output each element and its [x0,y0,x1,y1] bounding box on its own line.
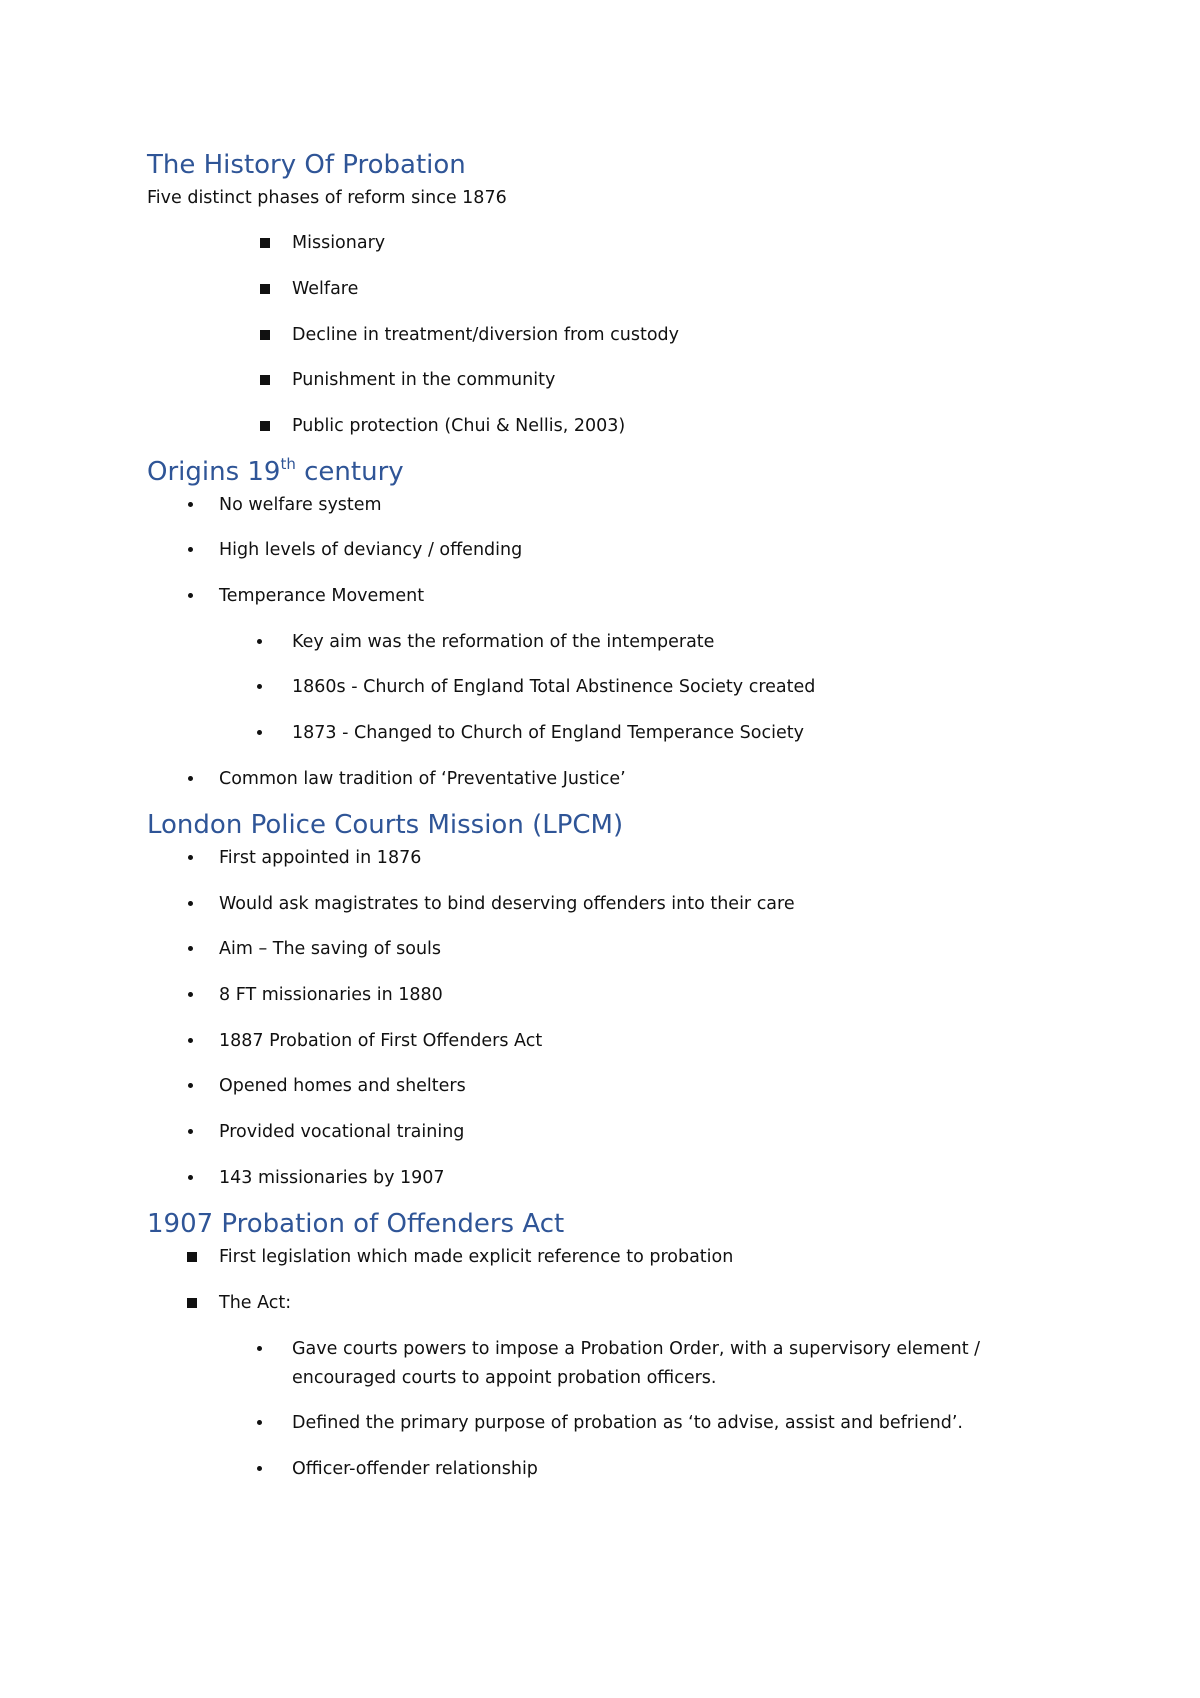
document-page: The History Of Probation Five distinct phases of reform since 1876 Missionary Welfare Decline in treatment/diversion from custody Punishment in the community Public protection (Chui & Nellis, 2003) Origins 19th century No welfare system High levels of deviancy / offending Temperance Movement Key aim was the reformation of the intemperate 1860s - Church of England Total Abstinence Society created 1873 - Changed to Church of England Temperance Society Common law tradition of ‘Preventative Justice’ London Police Courts Mission (LPCM) First appointed in 1876 Would ask magistrates to bind deserving offenders into their care Aim – The saving of souls 8 FT missionaries in 1880 1887 Probation of First Offenders Act Opened homes and shelters Provided vocational training 143 missionaries by 1907 1907 Probation of Offenders Act First legislation which made explicit reference to probation The Act: Gave courts powers to impose a Probation Order, with a supervisory element / encouraged courts to appoint probation officers. Defined the primary purpose of probation as ‘to advise, assist and befriend’. Officer-offender relationship [147,150,981,1479]
square-bullet-icon [260,330,270,340]
bullet-dot-icon [257,1346,262,1351]
bullet-dot-icon [188,855,193,860]
square-bullet-icon [260,238,270,248]
bullet-dot-icon [188,776,193,781]
bullet-dot-icon [188,593,193,598]
bullet-dot-icon [188,1038,193,1043]
square-bullet-icon [187,1252,197,1262]
section-heading: 1907 Probation of Offenders Act [147,1209,565,1239]
bullet-dot-icon [257,1420,262,1425]
section-heading: Origins 19th century [147,455,404,487]
bullet-dot-icon [188,502,193,507]
square-bullet-icon [260,421,270,431]
bullet-dot-icon [188,946,193,951]
bullet-dot-icon [188,1083,193,1088]
square-bullet-icon [260,284,270,294]
intro-text: Five distinct phases of reform since 1876 [147,188,507,208]
bullet-dot-icon [188,1175,193,1180]
section-heading: The History Of Probation [147,150,466,180]
bullet-dot-icon [188,992,193,997]
bullet-dot-icon [257,639,262,644]
square-bullet-icon [260,375,270,385]
bullet-dot-icon [257,1466,262,1471]
bullet-dot-icon [188,547,193,552]
section-heading: London Police Courts Mission (LPCM) [147,810,624,840]
square-bullet-icon [187,1298,197,1308]
bullet-dot-icon [188,901,193,906]
bullet-dot-icon [257,730,262,735]
bullet-dot-icon [257,684,262,689]
bullet-dot-icon [188,1129,193,1134]
